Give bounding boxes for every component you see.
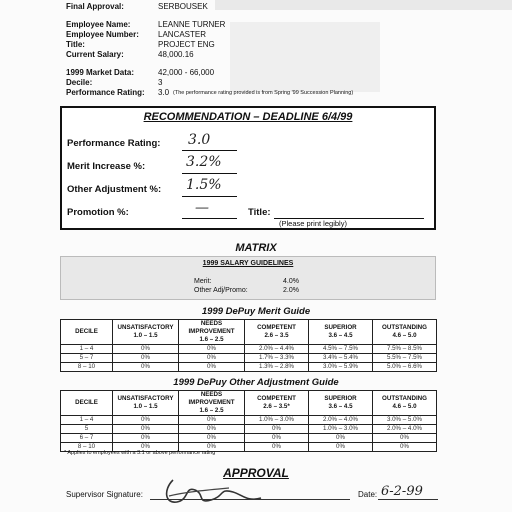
employee-name-value: LEANNE TURNER bbox=[158, 20, 226, 29]
final-approval-label: Final Approval: bbox=[66, 2, 124, 11]
table-cell: 1 – 4 bbox=[61, 345, 113, 354]
table-cell: 0% bbox=[309, 434, 373, 443]
table-cell: 3.0% – 5.9% bbox=[309, 363, 373, 372]
recommendation-title: RECOMMENDATION – DEADLINE 6/4/99 bbox=[143, 111, 353, 123]
table-cell: 0% bbox=[179, 425, 245, 434]
promotion-line bbox=[182, 218, 237, 219]
table-cell: 0% bbox=[373, 434, 437, 443]
supervisor-signature bbox=[155, 476, 275, 510]
table-cell: 5.0% – 6.6% bbox=[373, 363, 437, 372]
other-adjustment-value[interactable]: 1.5% bbox=[186, 177, 222, 193]
table-cell: 0% bbox=[179, 363, 245, 372]
salary-guidelines-box bbox=[60, 256, 436, 300]
table-cell: 0% bbox=[113, 443, 179, 452]
recommendation-box bbox=[60, 106, 436, 230]
merit-header-competent: COMPETENT 2.6 – 3.5 bbox=[245, 320, 309, 345]
table-row bbox=[61, 345, 437, 354]
title-value: PROJECT ENG bbox=[158, 40, 215, 49]
employee-number-value: LANCASTER bbox=[158, 30, 207, 39]
table-cell: 0% bbox=[113, 354, 179, 363]
salary-guidelines-title: 1999 SALARY GUIDELINES bbox=[202, 260, 294, 267]
table-row bbox=[61, 354, 437, 363]
table-cell: 0% bbox=[179, 443, 245, 452]
table-row bbox=[61, 416, 437, 425]
other-adjustment-label: Other Adjustment %: bbox=[67, 184, 162, 195]
other-header-decile: DECILE bbox=[61, 391, 113, 416]
market-data-value: 42,000 - 66,000 bbox=[158, 68, 215, 77]
market-data-label: 1999 Market Data: bbox=[66, 68, 135, 77]
merit-header-outstanding: OUTSTANDING 4.6 – 5.0 bbox=[373, 320, 437, 345]
merit-guide-title: 1999 DePuy Merit Guide bbox=[201, 306, 311, 317]
performance-note: (The performance rating provided is from Spring '99 Succession Planning) bbox=[173, 89, 354, 96]
other-guideline-label: Other Adj/Promo: bbox=[194, 287, 248, 294]
table-cell: 0% bbox=[113, 425, 179, 434]
performance-rating-value: 3.0 bbox=[158, 88, 170, 97]
table-cell: 0% bbox=[179, 345, 245, 354]
table-cell: 1.3% – 2.8% bbox=[245, 363, 309, 372]
other-header-superior: SUPERIOR 3.6 – 4.5 bbox=[309, 391, 373, 416]
merit-guideline-value: 4.0% bbox=[283, 278, 299, 285]
date-value[interactable]: 6-2-99 bbox=[381, 484, 423, 499]
table-row bbox=[61, 425, 437, 434]
table-cell: 1.0% – 3.0% bbox=[309, 425, 373, 434]
other-header-competent: COMPETENT 2.6 – 3.5* bbox=[245, 391, 309, 416]
other-adjustment-footnote: * Applies to employees with a 3.1 or above performance rating bbox=[64, 450, 216, 456]
table-cell: 0% bbox=[179, 416, 245, 425]
current-salary-label: Current Salary: bbox=[66, 50, 124, 59]
table-cell: 2.0% – 4.0% bbox=[373, 425, 437, 434]
table-cell: 5.5% – 7.5% bbox=[373, 354, 437, 363]
other-guideline-value: 2.0% bbox=[283, 287, 299, 294]
final-approval-value: SERBOUSEK bbox=[158, 2, 208, 11]
table-row bbox=[61, 434, 437, 443]
table-cell: 8 – 10 bbox=[61, 443, 113, 452]
table-cell: 0% bbox=[245, 425, 309, 434]
employee-number-label: Employee Number: bbox=[66, 30, 139, 39]
rec-performance-label: Performance Rating: bbox=[67, 138, 161, 149]
table-cell: 0% bbox=[309, 443, 373, 452]
table-cell: 0% bbox=[179, 434, 245, 443]
table-cell: 0% bbox=[113, 434, 179, 443]
current-salary-value: 48,000.16 bbox=[158, 50, 194, 59]
table-cell: 0% bbox=[113, 345, 179, 354]
table-cell: 0% bbox=[245, 443, 309, 452]
performance-rating-label: Performance Rating: bbox=[66, 88, 145, 97]
table-cell: 2.0% – 4.4% bbox=[245, 345, 309, 354]
rec-performance-line bbox=[182, 150, 237, 151]
table-cell: 5 bbox=[61, 425, 113, 434]
table-cell: 7.5% – 8.5% bbox=[373, 345, 437, 354]
decile-label: Decile: bbox=[66, 78, 93, 87]
scan-shadow-band bbox=[230, 22, 380, 92]
table-cell: 1.0% – 3.0% bbox=[245, 416, 309, 425]
other-adjustment-guide-table bbox=[60, 390, 437, 452]
table-cell: 3.0% – 5.0% bbox=[373, 416, 437, 425]
other-adjustment-line bbox=[182, 196, 237, 197]
table-cell: 4.5% – 7.5% bbox=[309, 345, 373, 354]
table-cell: 6 – 7 bbox=[61, 434, 113, 443]
other-header-outstanding: OUTSTANDING 4.6 – 5.0 bbox=[373, 391, 437, 416]
date-line bbox=[378, 499, 438, 500]
table-row bbox=[61, 363, 437, 372]
date-label: Date: bbox=[358, 490, 378, 499]
other-header-needs-improvement: NEEDS IMPROVEMENT 1.6 – 2.5 bbox=[179, 391, 245, 416]
matrix-title: MATRIX bbox=[235, 242, 277, 254]
table-cell: 1.7% – 3.3% bbox=[245, 354, 309, 363]
promotion-label: Promotion %: bbox=[67, 207, 129, 218]
other-header-unsatisfactory: UNSATISFACTORY 1.0 – 1.5 bbox=[113, 391, 179, 416]
table-cell: 8 – 10 bbox=[61, 363, 113, 372]
merit-header-superior: SUPERIOR 3.6 – 4.5 bbox=[309, 320, 373, 345]
title-label: Title: bbox=[66, 40, 85, 49]
merit-increase-line bbox=[182, 173, 237, 174]
table-cell: 5 – 7 bbox=[61, 354, 113, 363]
supervisor-signature-label: Supervisor Signature: bbox=[66, 490, 143, 499]
other-adjustment-guide-title: 1999 DePuy Other Adjustment Guide bbox=[173, 377, 339, 388]
merit-header-decile: DECILE bbox=[61, 320, 113, 345]
merit-header-unsatisfactory: UNSATISFACTORY 1.0 – 1.5 bbox=[113, 320, 179, 345]
decile-value: 3 bbox=[158, 78, 163, 87]
merit-header-needs-improvement: NEEDS IMPROVEMENT 1.6 – 2.5 bbox=[179, 320, 245, 345]
approval-title: APPROVAL bbox=[223, 466, 289, 480]
table-cell: 0% bbox=[179, 354, 245, 363]
table-cell: 1 – 4 bbox=[61, 416, 113, 425]
table-cell: 0% bbox=[113, 363, 179, 372]
merit-guide-table bbox=[60, 319, 437, 372]
employee-name-label: Employee Name: bbox=[66, 20, 131, 29]
merit-increase-label: Merit Increase %: bbox=[67, 161, 146, 172]
title-field-note: (Please print legibly) bbox=[279, 219, 347, 228]
table-cell: 3.4% – 5.4% bbox=[309, 354, 373, 363]
table-cell: 2.0% – 4.0% bbox=[309, 416, 373, 425]
table-cell: 0% bbox=[245, 434, 309, 443]
merit-guideline-label: Merit: bbox=[194, 278, 212, 285]
table-cell: 0% bbox=[373, 443, 437, 452]
promotion-value[interactable]: — bbox=[195, 200, 209, 216]
scan-shadow-top bbox=[215, 0, 512, 10]
merit-increase-value[interactable]: 3.2% bbox=[186, 154, 222, 170]
table-cell: 0% bbox=[113, 416, 179, 425]
title-field-label: Title: bbox=[248, 207, 271, 218]
rec-performance-value[interactable]: 3.0 bbox=[188, 132, 211, 148]
